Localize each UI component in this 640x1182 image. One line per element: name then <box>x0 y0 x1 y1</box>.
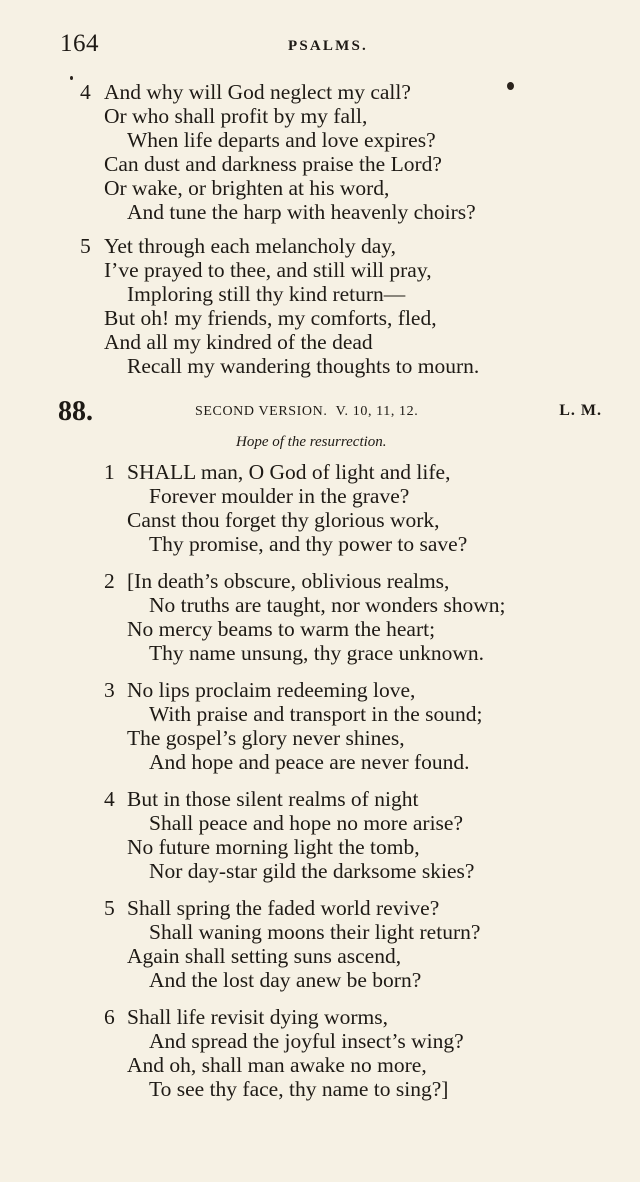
hymn-meter: L. M. <box>559 402 602 419</box>
verse-line: And tune the harp with heavenly choirs? <box>127 200 476 224</box>
verse-line: No mercy beams to warm the heart; <box>127 617 436 641</box>
verse-line: Yet through each melancholy day, <box>104 234 396 258</box>
verse-number: 6 <box>104 1005 115 1029</box>
verse-line: And all my kindred of the dead <box>104 330 373 354</box>
verse-line: And spread the joyful insect’s wing? <box>149 1029 464 1053</box>
verse-line: With praise and transport in the sound; <box>149 702 483 726</box>
hymn-version-label <box>195 404 418 420</box>
verse-line: Recall my wandering thoughts to mourn. <box>127 354 480 378</box>
verse-number: 4 <box>80 80 91 104</box>
verse-line: Thy promise, and thy power to save? <box>149 532 468 556</box>
verse-line: But in those silent realms of night <box>127 787 419 811</box>
verse-line: Or wake, or brighten at his word, <box>104 176 390 200</box>
verse-line: No truths are taught, nor wonders shown; <box>149 593 506 617</box>
verse-line: Nor day-star gild the darksome skies? <box>149 859 475 883</box>
verse-line: Again shall setting suns ascend, <box>127 944 402 968</box>
ink-speck <box>507 82 514 90</box>
verse-number: 3 <box>104 678 115 702</box>
verse-line: Forever moulder in the grave? <box>149 484 410 508</box>
version-label: SECOND VERSION. <box>195 404 328 419</box>
verse-line: [In death’s obscure, oblivious realms, <box>127 569 450 593</box>
page-number: 164 <box>60 30 99 57</box>
verse-number: 4 <box>104 787 115 811</box>
verse-line: SHALL man, O God of light and life, <box>127 460 451 484</box>
verse-line: But oh! my friends, my comforts, fled, <box>104 306 437 330</box>
verse-line: Imploring still thy kind return— <box>127 282 406 306</box>
verse-number: 5 <box>104 896 115 920</box>
verse-number: 5 <box>80 234 91 258</box>
verse-line: And hope and peace are never found. <box>149 750 470 774</box>
verse-line: When life departs and love expires? <box>127 128 436 152</box>
verse-line: Can dust and darkness praise the Lord? <box>104 152 442 176</box>
verse-line: No lips proclaim redeeming love, <box>127 678 416 702</box>
verse-line: Shall waning moons their light return? <box>149 920 481 944</box>
verse-line: I’ve prayed to thee, and still will pray, <box>104 258 432 282</box>
verse-line: The gospel’s glory never shines, <box>127 726 405 750</box>
verse-line: Shall peace and hope no more arise? <box>149 811 464 835</box>
ink-speck <box>70 76 73 80</box>
verse-line: Shall life revisit dying worms, <box>127 1005 388 1029</box>
hymn-subtitle: Hope of the resurrection. <box>236 434 387 450</box>
verse-number: 1 <box>104 460 115 484</box>
verse-line: And why will God neglect my call? <box>104 80 411 104</box>
verse-line: And oh, shall man awake no more, <box>127 1053 427 1077</box>
hymn-heading <box>58 396 602 426</box>
verses-reference: V. 10, 11, 12. <box>335 404 419 419</box>
verse-line: To see thy face, thy name to sing?] <box>149 1077 449 1101</box>
running-head: PSALMS. <box>288 38 368 54</box>
verse-line: Shall spring the faded world revive? <box>127 896 440 920</box>
verse-number: 2 <box>104 569 115 593</box>
page-header <box>60 30 600 64</box>
verse-line: And the lost day anew be born? <box>149 968 422 992</box>
verse-line: No future morning light the tomb, <box>127 835 420 859</box>
verse-line: Or who shall profit by my fall, <box>104 104 368 128</box>
hymn-number: 88. <box>58 396 93 427</box>
verse-line: Thy name unsung, thy grace unknown. <box>149 641 484 665</box>
verse-line: Canst thou forget thy glorious work, <box>127 508 440 532</box>
